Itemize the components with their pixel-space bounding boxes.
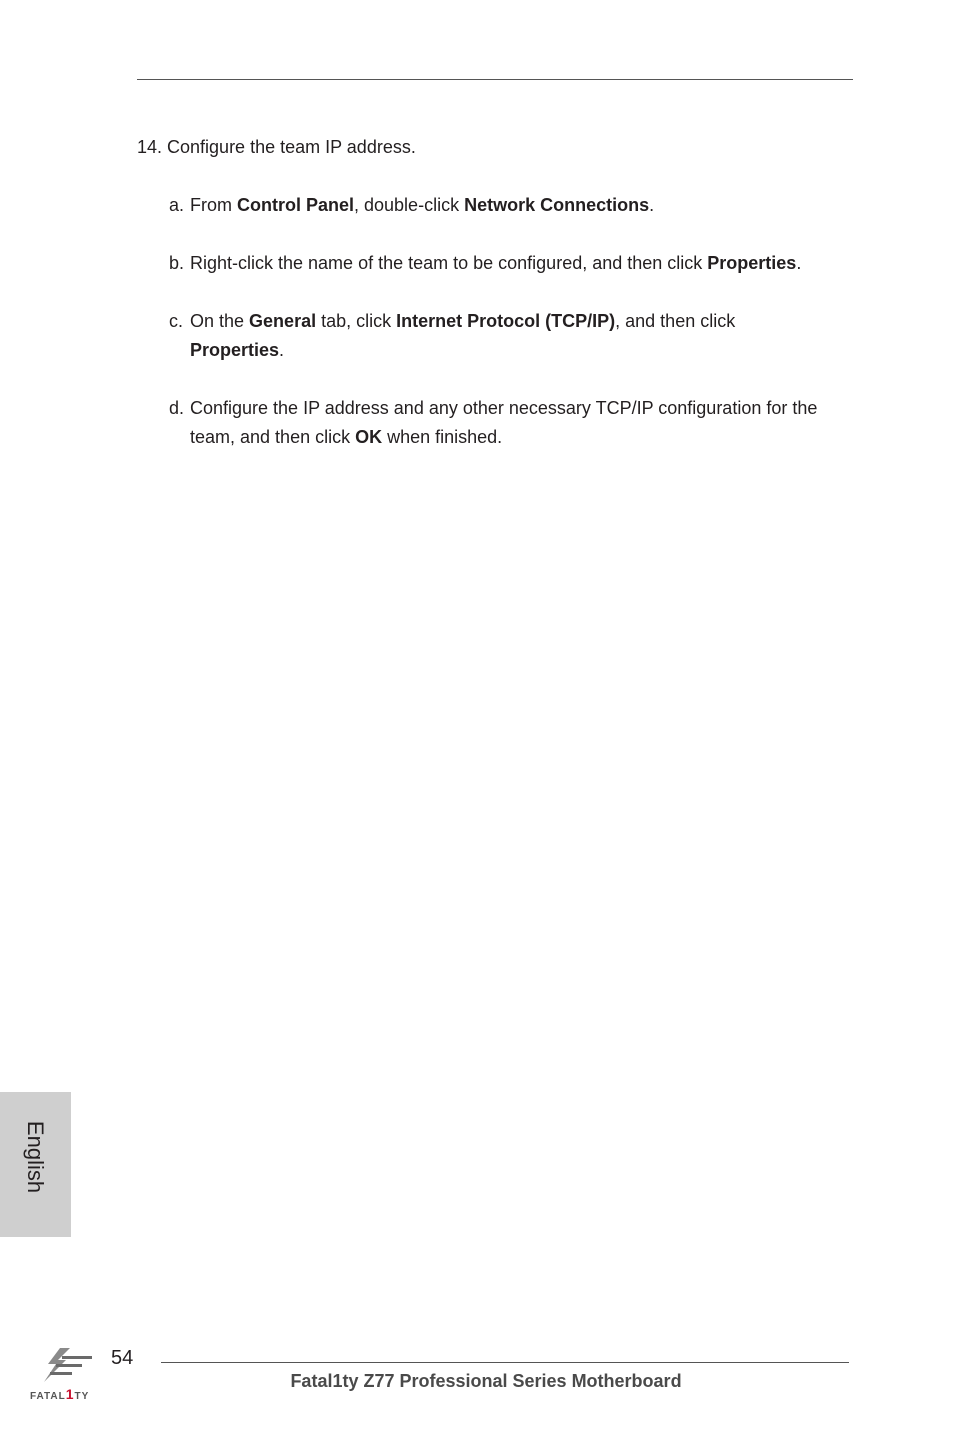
substep-letter: a. <box>169 195 185 215</box>
substep-letter: d. <box>169 398 185 418</box>
language-label: English <box>23 1120 48 1194</box>
fatal1ty-logo <box>26 1346 106 1406</box>
substep-a: a. From Control Panel, double-click Network Connections. <box>137 191 853 220</box>
substep-b: b. Right-click the name of the team to be configured, and then click Properties. <box>137 249 853 278</box>
footer-title: Fatal1ty Z77 Professional Series Motherboard <box>290 1371 682 1391</box>
substep-letter: c. <box>169 311 184 331</box>
ui-term: Network Connections <box>464 195 650 215</box>
substep-letter: b. <box>169 253 185 273</box>
ui-term: Control Panel <box>237 195 355 215</box>
header-rule <box>137 79 853 80</box>
instructions <box>137 133 853 452</box>
logo-wordmark: FATAL1TY <box>30 1386 90 1402</box>
fatal1ty-emblem-icon <box>26 1346 106 1386</box>
ui-term: General <box>249 311 317 331</box>
ui-term: Properties <box>707 253 797 273</box>
substep-d: d. Configure the IP address and any other necessary TCP/IP configuration for the team, and then click OK when finished. <box>137 394 853 452</box>
ui-term: OK <box>355 427 383 447</box>
ui-term: Properties <box>190 340 280 360</box>
step-14: 14. Configure the team IP address. <box>137 137 416 157</box>
ui-term: Internet Protocol (TCP/IP) <box>396 311 616 331</box>
footer-rule <box>161 1362 849 1363</box>
page-number: 54 <box>111 1347 134 1369</box>
substep-c: c. On the General tab, click Internet Protocol (TCP/IP), and then click Properties. <box>137 307 853 365</box>
